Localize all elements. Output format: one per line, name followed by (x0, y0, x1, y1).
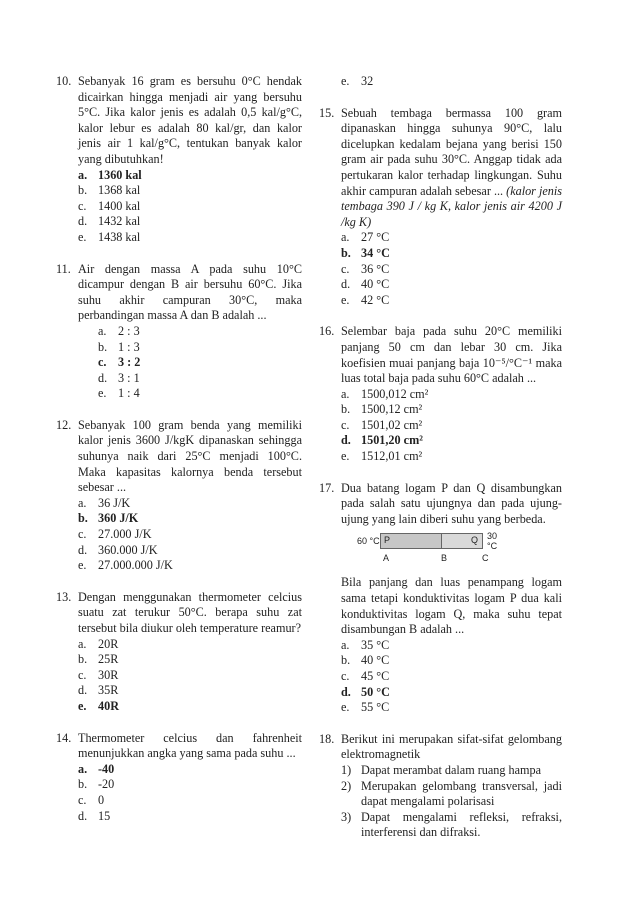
rod-q (442, 534, 482, 548)
option-letter: a. (98, 323, 107, 338)
option-text: 35R (98, 683, 119, 698)
rod-diagram (357, 531, 507, 565)
option-letter: b. (78, 183, 88, 198)
question-text: Dua batang logam P dan Q disambungkan pada salah satu ujungnya dan pada ujung-ujung yang lain diberi suhu yang berbeda. (341, 480, 562, 526)
option-letter: d. (98, 370, 108, 385)
option-b (319, 402, 562, 418)
option-letter: b. (341, 245, 351, 260)
option-letter: c. (341, 261, 350, 276)
question-note: (kalor jenis tembaga 390 J / kg K, kalor jenis air 4200 J /kg K) (341, 183, 562, 229)
option-d (56, 371, 302, 387)
question-text: Berikut ini merupakan sifat-sifat gelombang elektromagnetik (341, 731, 562, 762)
option-d (56, 214, 302, 230)
option-text: 1438 kal (98, 229, 141, 244)
option-letter: e. (78, 698, 87, 713)
left-column (56, 74, 302, 840)
option-text: 3 : 2 (118, 355, 141, 370)
q14-option-e (319, 74, 562, 90)
property-item (319, 763, 562, 779)
option-b (56, 777, 302, 793)
option-letter: a. (341, 386, 350, 401)
options-list (319, 230, 562, 308)
option-text: 1 : 4 (118, 386, 140, 401)
question-text: Sebanyak 100 gram benda yang memiliki kalor jenis 3600 J/kgK dipanaskan sehingga suhunya naik dari 25°C menjadi 100°C. Maka kapasitas kalornya benda tersebut sebesar ... (78, 417, 302, 495)
option-e (319, 449, 562, 465)
question-16 (319, 324, 562, 464)
question-12 (56, 418, 302, 574)
option-d (56, 809, 302, 825)
rod-p-label: P (384, 535, 391, 546)
option-text: 20R (98, 636, 119, 651)
question-13 (56, 590, 302, 715)
option-letter: e. (341, 449, 350, 464)
options-list (56, 496, 302, 574)
option-d (56, 543, 302, 559)
option-a (56, 496, 302, 512)
option-b (56, 652, 302, 668)
option-c (56, 527, 302, 543)
right-temperature-label: 30 °C (487, 531, 498, 552)
option-text: 360 J/K (98, 511, 139, 526)
item-text: Dapat merambat dalam ruang hampa (361, 762, 542, 777)
option-d (319, 433, 562, 449)
question-17 (319, 481, 562, 716)
options-list (56, 168, 302, 246)
option-letter: c. (341, 669, 350, 683)
option-letter: a. (341, 230, 350, 245)
option-a (56, 324, 302, 340)
question-body: Sebuah tembaga bermassa 100 gram dipanaskan hingga suhunya 90°C, lalu dicelupkan kedalam bejana yang berisi 150 gram air pada suhu 30°C. Anggap tidak ada pertukaran kalor terhadap lingkungan. Suhu akhir campuran adalah sebesar ... (341, 105, 562, 198)
option-text: 1500,12 cm² (361, 402, 423, 417)
joined-rods (380, 533, 483, 549)
option-letter: b. (78, 511, 88, 526)
option-b (56, 511, 302, 527)
option-text: 55 °C (361, 700, 390, 715)
option-e (56, 699, 302, 715)
option-letter: b. (78, 652, 88, 667)
option-c (319, 418, 562, 434)
option-b (319, 246, 562, 262)
option-c (319, 262, 562, 278)
question-number: 16. (319, 324, 335, 339)
item-number: 1) (341, 762, 352, 777)
option-letter: e. (78, 558, 87, 573)
option-text: 25R (98, 652, 119, 667)
rod-p (381, 534, 442, 548)
option-letter: d. (78, 808, 88, 823)
option-letter: d. (78, 214, 88, 229)
property-item (319, 779, 562, 810)
option-c (56, 668, 302, 684)
left-temperature-label: 60 °C (357, 536, 380, 547)
option-letter: c. (78, 527, 87, 542)
option-a (56, 637, 302, 653)
question-text: Air dengan massa A pada suhu 10°C dicampur dengan B air bersuhu 60°C. Jika suhu akhir campuran 30°C, maka perbandingan massa A dan B adalah ... (78, 261, 302, 323)
option-a (319, 230, 562, 246)
option-letter: e. (98, 386, 107, 401)
option-text: -40 (98, 761, 115, 776)
option-e (319, 700, 562, 716)
option-letter: b. (98, 339, 108, 354)
question-text: Dengan menggunakan thermometer celcius suatu zat terukur 50°C. berapa suhu zat tersebut bila diukur oleh temperature reamur? (78, 589, 302, 635)
option-letter: d. (341, 277, 351, 292)
option-text: 40R (98, 698, 119, 713)
option-a (56, 168, 302, 184)
question-text (341, 106, 562, 231)
option-text: 3 : 1 (118, 370, 140, 385)
option-text: -20 (98, 777, 115, 792)
option-c (56, 199, 302, 215)
option-text: 1512,01 cm² (361, 449, 423, 464)
option-text: 27.000.000 J/K (98, 558, 173, 573)
option-letter: d. (341, 684, 351, 699)
option-text: 36 °C (361, 261, 390, 276)
property-list (319, 763, 562, 841)
option-text: 1400 kal (98, 198, 141, 213)
question-text: Thermometer celcius dan fahrenheit menunjukkan angka yang sama pada suhu ... (78, 730, 302, 761)
option-text: 15 (98, 808, 111, 823)
question-number: 11. (56, 261, 71, 276)
item-number: 2) (341, 778, 352, 793)
option-letter: e. (341, 292, 350, 307)
option-letter: d. (78, 683, 88, 698)
point-b-label: B (441, 553, 448, 564)
question-number: 17. (319, 480, 335, 495)
option-letter: a. (78, 761, 88, 776)
option-text: 32 (361, 74, 374, 88)
option-letter: c. (78, 667, 87, 682)
option-text: 1500,012 cm² (361, 386, 429, 401)
option-text: 34 °C (361, 245, 390, 260)
option-text: 35 °C (361, 637, 390, 652)
option-e (319, 293, 562, 309)
item-number: 3) (341, 809, 352, 824)
option-text: 27 °C (361, 230, 390, 245)
options-list (56, 324, 302, 402)
item-text: Merupakan gelombang transversal, jadi dapat mengalami polarisasi (361, 778, 562, 809)
option-text: 1 : 3 (118, 339, 140, 354)
q14-options-continued (319, 74, 562, 90)
property-item (319, 810, 562, 841)
option-letter: a. (78, 636, 87, 651)
option-c (56, 793, 302, 809)
question-15 (319, 106, 562, 309)
option-text: 1501,02 cm² (361, 417, 423, 432)
option-c (56, 355, 302, 371)
rod-q-label: Q (470, 535, 478, 546)
option-a (56, 762, 302, 778)
option-letter: b. (341, 402, 351, 417)
option-text: 42 °C (361, 292, 390, 307)
option-e (56, 230, 302, 246)
option-letter: d. (341, 433, 351, 448)
point-c-label: C (482, 553, 489, 564)
question-number: 18. (319, 731, 335, 746)
option-b (56, 340, 302, 356)
question-number: 14. (56, 730, 72, 745)
option-text: 50 °C (361, 684, 390, 699)
option-letter: c. (78, 792, 87, 807)
question-text: Sebanyak 16 gram es bersuhu 0°C hendak dicairkan hingga menjadi air yang bersuhu 5°C. Jika kalor jenis es adalah 0,5 kal/g°C, kalor lebur es adalah 80 kal/gr, dan kalor jenis air 1 kal/g°C, tentukan banyak kalor yang dibutuhkan! (78, 74, 302, 166)
option-b (319, 653, 562, 669)
option-letter: e. (341, 700, 350, 715)
options-list (319, 638, 562, 716)
option-d (319, 277, 562, 293)
option-b (56, 183, 302, 199)
question-11 (56, 262, 302, 402)
question-10 (56, 74, 302, 246)
option-c (319, 669, 562, 685)
question-number: 15. (319, 105, 335, 120)
option-text: 45 °C (361, 669, 390, 683)
option-letter: c. (78, 198, 87, 213)
option-letter: b. (78, 777, 88, 792)
option-text: 40 °C (361, 277, 390, 292)
right-column (319, 74, 562, 857)
question-18 (319, 732, 562, 841)
item-text: Dapat mengalami refleksi, refraksi, interferensi dan difraksi. (361, 809, 562, 840)
point-a-label: A (383, 553, 390, 564)
option-e (56, 558, 302, 574)
option-letter: c. (98, 355, 107, 370)
question-number: 13. (56, 589, 72, 604)
options-list (56, 762, 302, 824)
option-letter: a. (78, 495, 87, 510)
option-text: 36 J/K (98, 495, 131, 510)
option-text: 30R (98, 667, 119, 682)
options-list (319, 387, 562, 465)
point-labels (383, 553, 507, 565)
question-text-continued: Bila panjang dan luas penampang logam sama tetapi konduktivitas logam P dua kali konduktivitas logam Q, maka suhu tepat disambungan B adalah ... (341, 575, 562, 637)
question-14 (56, 731, 302, 825)
option-text: 360.000 J/K (98, 542, 158, 557)
options-list (56, 637, 302, 715)
option-text: 1432 kal (98, 214, 141, 229)
option-text: 1501,20 cm² (361, 433, 423, 448)
option-text: 1360 kal (98, 167, 142, 182)
option-e (56, 386, 302, 402)
option-letter: b. (341, 653, 351, 668)
option-letter: e. (78, 229, 87, 244)
option-d (319, 685, 562, 701)
option-letter: d. (78, 542, 88, 557)
option-a (319, 387, 562, 403)
question-number: 10. (56, 74, 72, 88)
option-a (319, 638, 562, 654)
option-letter: a. (341, 637, 350, 652)
question-text: Selembar baja pada suhu 20°C memiliki panjang 50 cm dan lebar 30 cm. Jika koefisien muai panjang baja 10⁻⁵/°C⁻¹ maka luas total baja pada suhu 60°C adalah ... (341, 324, 562, 386)
option-letter: c. (341, 417, 350, 432)
option-text: 27.000 J/K (98, 527, 152, 542)
option-text: 40 °C (361, 653, 390, 668)
option-text: 2 : 3 (118, 323, 140, 338)
option-letter: a. (78, 167, 88, 182)
question-number: 12. (56, 417, 72, 432)
option-d (56, 683, 302, 699)
option-text: 1368 kal (98, 183, 141, 198)
option-letter: e. (341, 74, 350, 88)
option-text: 0 (98, 792, 105, 807)
